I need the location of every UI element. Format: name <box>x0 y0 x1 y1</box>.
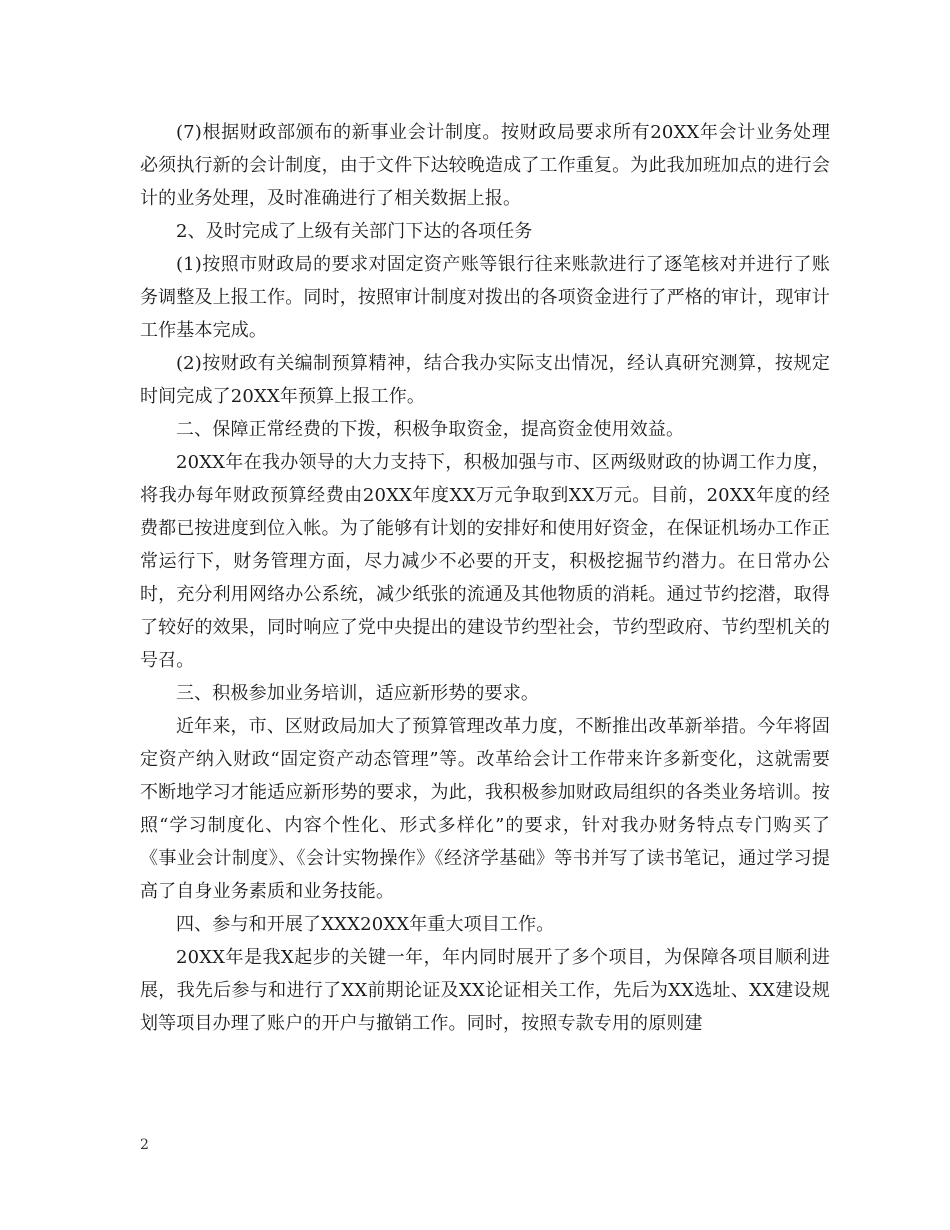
document-body <box>140 116 830 1040</box>
paragraph-training-details: 近年来，市、区财政局加大了预算管理改革力度，不断推出改革新举措。今年将固定资产纳入财政“固定资产动态管理”等。改革给会计工作带来许多新变化，这就需要不断地学习才能适应新形势的要求，为此，我积极参加财政局组织的各类业务培训。按照“学习制度化、内容个性化、形式多样化”的要求，针对我办财务特点专门购买了《事业会计制度》、《会计实物操作》《经济学基础》等书并写了读书笔记，通过学习提高了自身业务素质和业务技能。 <box>140 716 830 902</box>
section-heading-training: 三、积极参加业务培训，适应新形势的要求。 <box>176 683 539 704</box>
paragraph-item-1-fixed-assets: (1)按照市财政局的要求对固定资产账等银行往来账款进行了逐笔核对并进行了账务调整及上报工作。同时，按照审计制度对拨出的各项资金进行了严格的审计，现审计工作基本完成。 <box>140 254 830 341</box>
paragraph-heading-task-completion: 2、及时完成了上级有关部门下达的各项任务 <box>176 221 533 242</box>
paragraph-major-projects-details: 20XX年是我X起步的关键一年，年内同时展开了多个项目，为保障各项目顺利进展，我先后参与和进行了XX前期论证及XX论证相关工作，先后为XX选址、XX建设规划等项目办理了账户的开户与撤销工作。同时，按照专款专用的原则建 <box>140 947 830 1034</box>
paragraph-item-2-budget: (2)按财政有关编制预算精神，结合我办实际支出情况，经认真研究测算，按规定时间完成了20XX年预算上报工作。 <box>140 353 830 407</box>
section-heading-funding: 二、保障正常经费的下拨，积极争取资金，提高资金使用效益。 <box>176 419 685 440</box>
section-heading-major-projects: 四、参与和开展了XXX20XX年重大项目工作。 <box>176 914 555 935</box>
page-number: 2 <box>140 1137 149 1153</box>
paragraph-item-7-accounting-system: (7)根据财政部颁布的新事业会计制度。按财政局要求所有20XX年会计业务处理必须执行新的会计制度，由于文件下达较晚造成了工作重复。为此我加班加点的进行会计的业务处理，及时准确进行了相关数据上报。 <box>140 122 830 209</box>
paragraph-funding-details: 20XX年在我办领导的大力支持下，积极加强与市、区两级财政的协调工作力度，将我办每年财政预算经费由20XX年度XX万元争取到XX万元。目前，20XX年度的经费都已按进度到位入帐。为了能够有计划的安排好和使用好资金，在保证机场办工作正常运行下，财务管理方面，尽力减少不必要的开支，积极挖掘节约潜力。在日常办公时，充分利用网络办公系统，减少纸张的流通及其他物质的消耗。通过节约挖潜，取得了较好的效果，同时响应了党中央提出的建设节约型社会，节约型政府、节约型机关的号召。 <box>140 452 830 671</box>
